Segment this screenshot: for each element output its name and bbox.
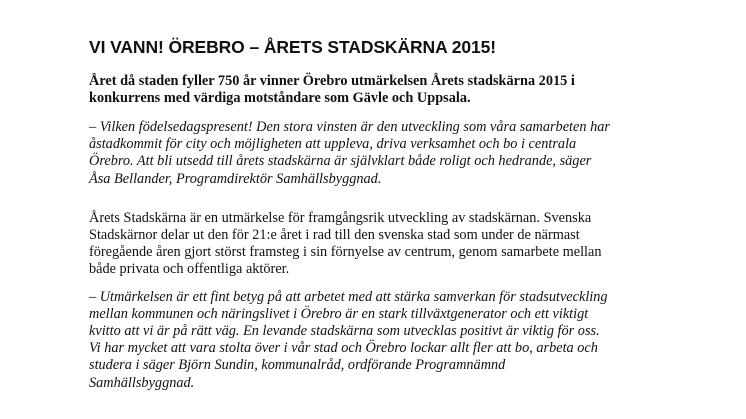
quote-line: kvitto att vi är på rätt väg. En levande stadskärna som utvecklas positivt är viktig för oss. <box>89 323 600 340</box>
lead-line: konkurrens med värdiga motståndare som Gävle och Uppsala. <box>89 90 471 106</box>
lead-line: Året då staden fyller 750 år vinner Örebro utmärkelsen Årets stadskärna 2015 i <box>89 73 575 89</box>
quote-line: åstadkommit för city och möjligheten att uppleva, driva verksamhet och bo i centrala <box>89 136 577 153</box>
quote-line: studera i säger Björn Sundin, kommunalråd, ordförande Programnämnd <box>89 357 506 374</box>
lead-paragraph <box>89 73 686 107</box>
body-line: både privata och offentliga aktörer. <box>89 261 290 278</box>
body-line: Årets Stadskärna är en utmärkelse för framgångsrik utveckling av stadskärnan. Svenska <box>89 209 592 226</box>
quote-line: Örebro. Att bli utsedd till årets stadskärna är självklart både roligt och hedrande, säger <box>89 153 592 170</box>
quote-line: mellan kommunen och näringslivet i Örebro är en stark tillväxtgenerator och ett viktigt <box>89 305 589 322</box>
headline: VI VANN! ÖREBRO – ÅRETS STADSKÄRNA 2015! <box>89 37 496 57</box>
body-line: föregående åren gjort störst framsteg i sin förnyelse av centrum, genom samarbete mellan <box>89 244 602 261</box>
quote-line: Vi har mycket att vara stolta över i vår stad och Örebro lockar allt fler att bo, arbeta och <box>89 340 598 357</box>
quote-paragraph-bellander <box>89 119 686 188</box>
quote-line: Samhällsbyggnad. <box>89 374 195 391</box>
quote-paragraph-sundin <box>89 289 686 392</box>
quote-line: – Utmärkelsen är ett fint betyg på att arbetet med att stärka samverkan för stadsutveckling <box>89 288 608 305</box>
quote-line: Åsa Bellander, Programdirektör Samhällsbyggnad. <box>89 170 382 187</box>
body-line: Stadskärnor delar ut den för 21:e året i rad till den svenska stad som under de närmast <box>89 227 580 244</box>
quote-line: – Vilken födelsedagspresent! Den stora vinsten är den utveckling som våra samarbeten har <box>89 119 610 135</box>
body-paragraph <box>89 210 686 279</box>
